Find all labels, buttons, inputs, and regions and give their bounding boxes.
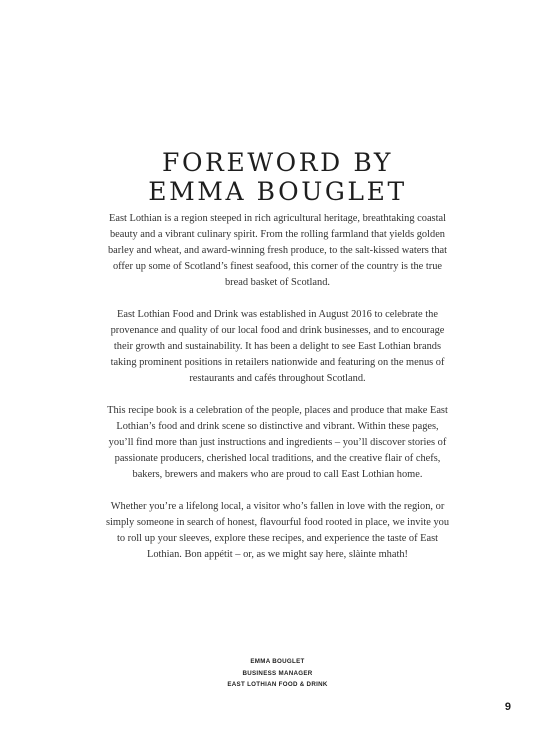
page-number: 9 bbox=[504, 701, 511, 713]
page-title-line-1: FOREWORD BY bbox=[162, 148, 393, 177]
paragraph-2: East Lothian Food and Drink was established in August 2016 to celebrate the provenance and quality of our local food and drink businesses, and to encourage their growth and sustainability. It has been a delight to see East Lothian brands taking prominent positions in retailers nationwide and featuring on the menus of restaurants and cafés throughout Scotland. bbox=[110, 309, 445, 384]
paragraph-4: Whether you’re a lifelong local, a visitor who’s fallen in love with the region, or simply someone in search of honest, flavourful food rooted in place, we invite you to roll up your sleeves, explore these recipes, and experience the taste of East Lothian. Bon appétit – or, as we might say here, slàinte mhath! bbox=[105, 501, 450, 560]
signature-block bbox=[0, 656, 555, 691]
paragraph-1: East Lothian is a region steeped in rich agricultural heritage, breathtaking coastal beauty and a vibrant culinary spirit. From the rolling farmland that yields golden barley and wheat, and award-winning fresh produce, to the salt-kissed waters that offer up some of Scotland’s finest seafood, this corner of the country is the true bread basket of Scotland. bbox=[107, 213, 448, 288]
page-title bbox=[0, 148, 555, 206]
signature-role: BUSINESS MANAGER bbox=[242, 669, 313, 677]
paragraph-3: This recipe book is a celebration of the people, places and produce that make East Lothian’s food and drink scene so distinctive and vibrant. Within these pages, you’ll find more than just instructions and ingredients – you’ll discover stories of passionate producers, cherished local traditions, and the creative flair of chefs, bakers, brewers and makers who are proud to call East Lothian home. bbox=[107, 405, 448, 480]
foreword-body bbox=[104, 211, 451, 579]
signature-name: EMMA BOUGLET bbox=[250, 658, 305, 665]
signature-organisation: EAST LOTHIAN FOOD & DRINK bbox=[227, 681, 328, 688]
page-title-line-2: EMMA BOUGLET bbox=[148, 177, 407, 206]
